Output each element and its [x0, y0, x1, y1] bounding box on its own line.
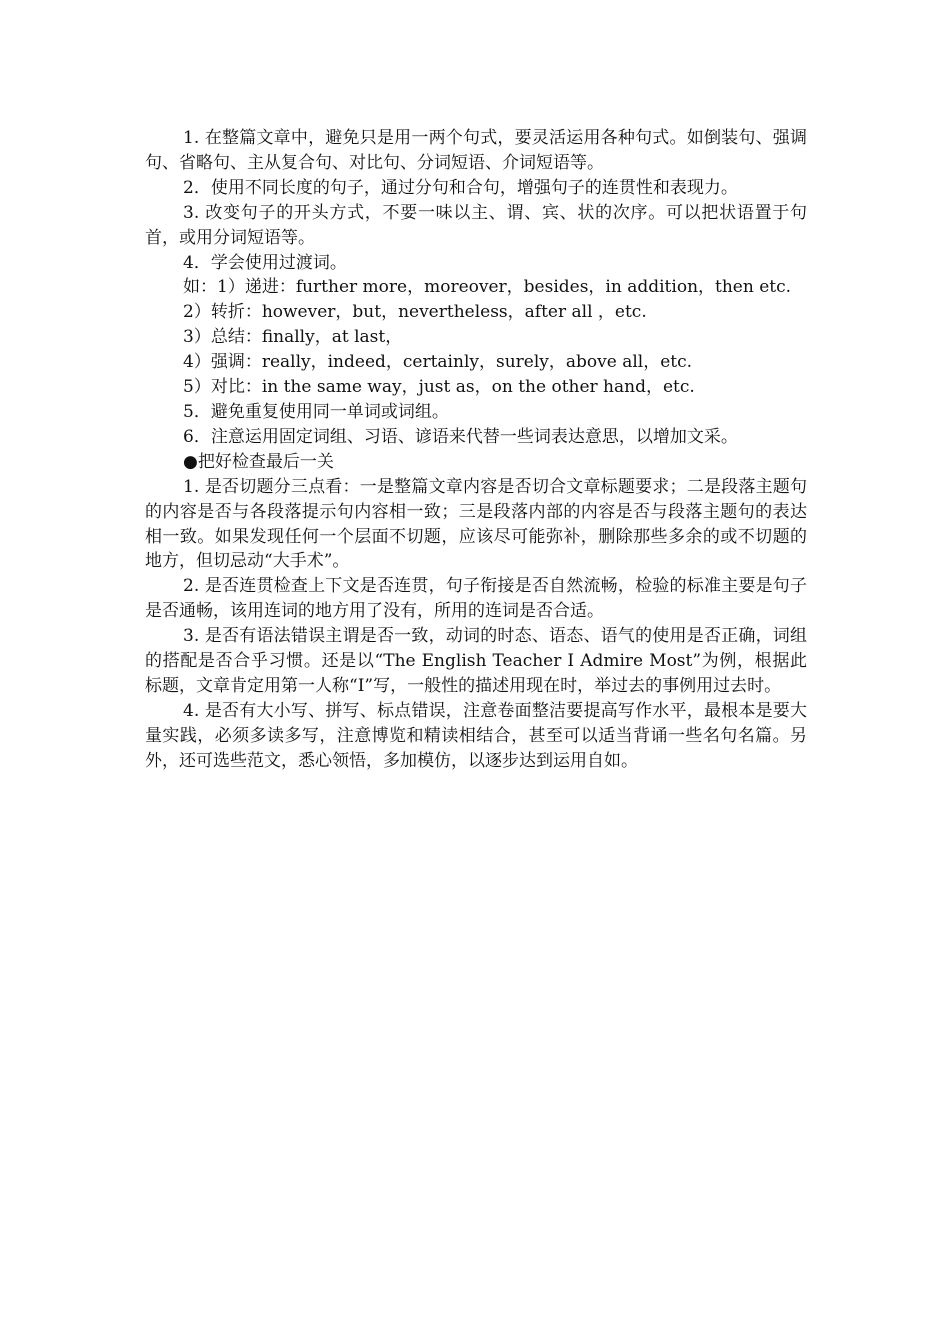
paragraph-coherence-check: 2. 是否连贯检查上下文是否连贯，句子衔接是否自然流畅，检验的标准主要是句子是否通畅，该用连词的地方用了没有，所用的连词是否合适。: [145, 576, 807, 622]
list-item-progression: 如：1）递进：further more，moreover，besides，in addition，then etc.: [183, 277, 792, 298]
paragraph-grammar-check: 3. 是否有语法错误主谓是否一致，动词的时态、语态、语气的使用是否正确，词组的搭配是否合乎习惯。还是以“The English Teacher I Admire Most”为例，根据此标题，文章肯定用第一人称“I”写，一般性的描述用现在时，举过去的事例用过去时。: [145, 626, 807, 696]
list-item-summary: 3）总结：finally，at last，: [183, 327, 403, 348]
section-heading-final-check: ●把好检查最后一关: [183, 451, 334, 472]
paragraph-spelling-check: 4. 是否有大小写、拼写、标点错误，注意卷面整洁要提高写作水平，最根本是要大量实践，必须多读多写，注意博览和精读相结合，甚至可以适当背诵一些名句名篇。另外，还可选些范文，悉心领悟，多加模仿，以逐步达到运用自如。: [145, 700, 807, 771]
paragraph-sentence-variety: 1. 在整篇文章中，避免只是用一两个句式，要灵活运用各种句式。如倒装句、强调句、省略句、主从复合句、对比句、分词短语、介词短语等。: [145, 128, 807, 173]
document-body: [145, 126, 807, 774]
list-item-comparison: 5）对比：in the same way，just as，on the other hand，etc.: [183, 377, 695, 398]
paragraph-transition-words: 4．学会使用过渡词。: [183, 252, 347, 273]
paragraph-idioms: 6．注意运用固定词组、习语、谚语来代替一些词表达意思，以增加文采。: [183, 426, 738, 447]
paragraph-sentence-length: 2．使用不同长度的句子，通过分句和合句，增强句子的连贯性和表现力。: [183, 177, 738, 198]
paragraph-relevance-check: 1. 是否切题分三点看：一是整篇文章内容是否切合文章标题要求；二是段落主题句的内容是否与各段落提示句内容相一致；三是段落内部的内容是否与段落主题句的表达相一致。如果发现任何一个层面不切题，应该尽可能弥补，删除那些多余的或不切题的地方，但切忌动“大手术”。: [145, 476, 807, 572]
paragraph-avoid-repetition: 5．避免重复使用同一单词或词组。: [183, 401, 449, 422]
list-item-contrast: 2）转折：however，but，nevertheless，after all ，etc.: [183, 302, 647, 323]
list-item-emphasis: 4）强调：really，indeed，certainly，surely，above all，etc.: [183, 352, 693, 373]
paragraph-sentence-openings: 3. 改变句子的开头方式，不要一味以主、谓、宾、状的次序。可以把状语置于句首，或用分词短语等。: [145, 202, 807, 248]
